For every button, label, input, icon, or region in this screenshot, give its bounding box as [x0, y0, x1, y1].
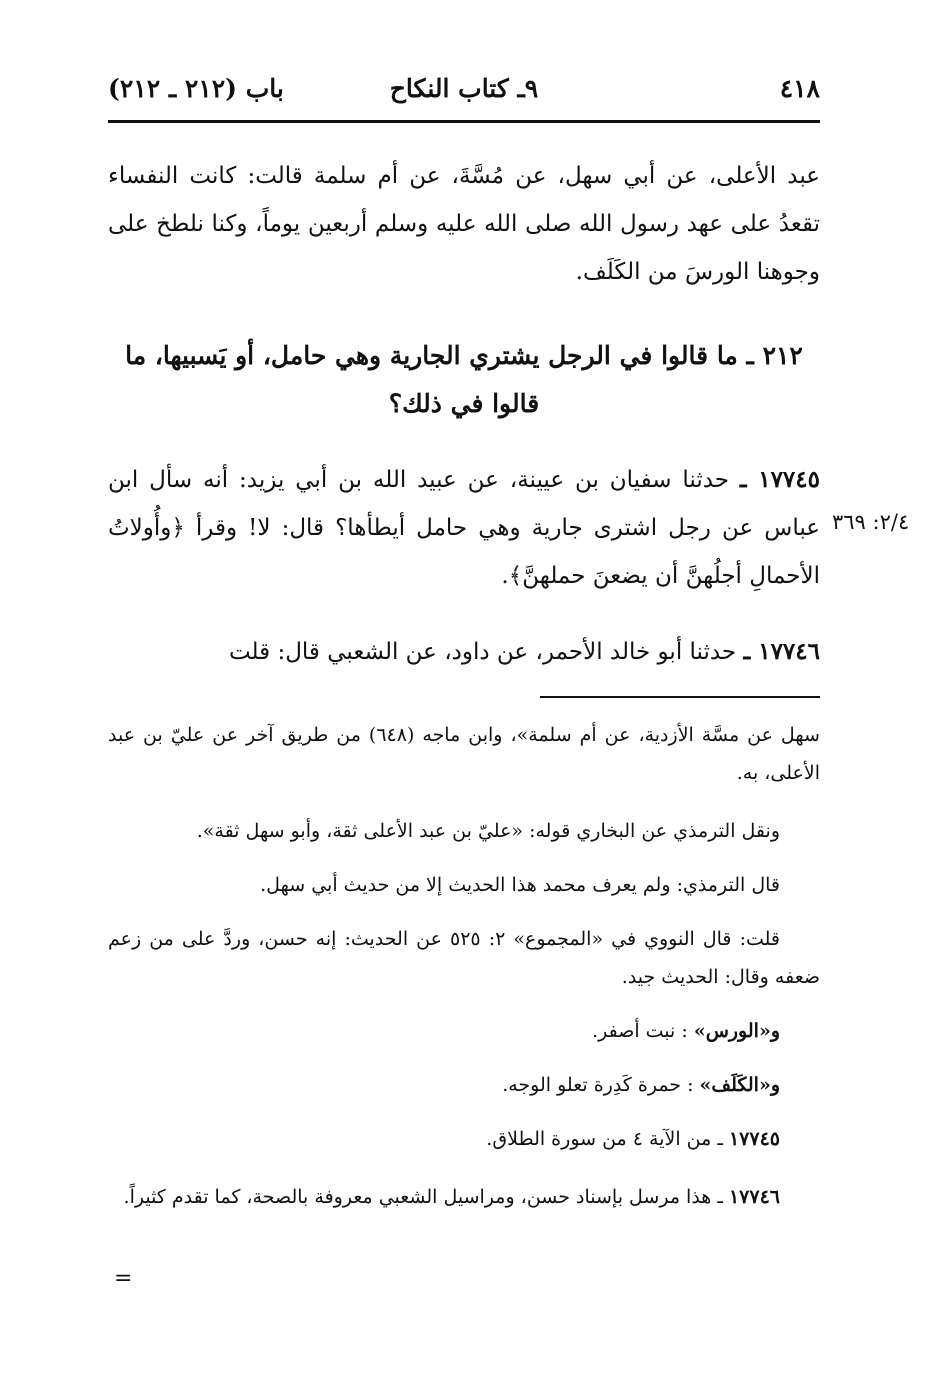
hadith-17746	[108, 628, 820, 676]
footnote-definition	[108, 1012, 820, 1050]
hadith-text: حدثنا أبو خالد الأحمر، عن داود، عن الشعبي قال: قلت	[228, 639, 744, 665]
hadith-17745	[108, 456, 820, 600]
footnote	[108, 1178, 820, 1216]
footnote-text: ـ من الآية ٤ من سورة الطلاق.	[486, 1128, 729, 1150]
footnote: قلت: قال النووي في «المجموع» ٢: ٥٢٥ عن الحديث: إنه حسن، وردَّ على من زعم ضعفه وقال: الحديث جيد.	[108, 928, 820, 988]
footnote-number: ١٧٧٤٦	[728, 1186, 780, 1208]
definition-term: و«الكَلَف»	[699, 1074, 780, 1096]
hadith-number: ١٧٧٤٦ ـ	[743, 638, 820, 665]
hadith-number: ١٧٧٤٥ ـ	[739, 466, 820, 493]
footnote	[108, 1120, 820, 1158]
book-title: ٩ـ كتاب النكاح	[389, 74, 539, 103]
margin-reference: ٢/٤: ٣٦٩	[832, 510, 910, 534]
footnote-definition	[108, 1066, 820, 1104]
running-header	[108, 70, 820, 114]
hadith-text: حدثنا سفيان بن عيينة، عن عبيد الله بن أبي يزيد: أنه سأل ابن عباس عن رجل اشترى جارية وهي حامل أيطأها؟ قال: لا! وقرأ ﴿وأُولاتُ الأحمالِ أجلُهنَّ أن يضعنَ حملهنَّ﴾.	[108, 467, 820, 589]
chapter-range: باب (٢١٢ ـ ٢١٢)	[108, 74, 284, 103]
continuation-mark: =	[114, 1266, 133, 1291]
page-number: ٤١٨	[779, 74, 820, 103]
footnote: ونقل الترمذي عن البخاري قوله: «عليّ بن عبد الأعلى ثقة، وأبو سهل ثقة».	[196, 820, 780, 842]
footnote-rule	[540, 696, 820, 698]
footnote-text: ـ هذا مرسل بإسناد حسن، ومراسيل الشعبي معروفة بالصحة، كما تقدم كثيراً.	[123, 1186, 729, 1208]
header-rule	[108, 120, 820, 123]
definition-text: : حمرة كَدِرة تعلو الوجه.	[502, 1074, 700, 1096]
definition-term: و«الورس»	[693, 1020, 780, 1042]
footnote: سهل عن مسَّة الأزدية، عن أم سلمة»، وابن ماجه (٦٤٨) من طريق آخر عن عليّ بن عبد الأعلى، به.	[108, 724, 820, 784]
definition-text: : نبت أصفر.	[592, 1020, 694, 1042]
chapter-heading: ٢١٢ ـ ما قالوا في الرجل يشتري الجارية وهي حامل، أو يَسبيها، ما قالوا في ذلك؟	[125, 341, 803, 418]
footnote: قال الترمذي: ولم يعرف محمد هذا الحديث إلا من حديث أبي سهل.	[260, 874, 780, 896]
footnote-number: ١٧٧٤٥	[728, 1128, 780, 1150]
intro-paragraph: عبد الأعلى، عن أبي سهل، عن مُسَّةَ، عن أم سلمة قالت: كانت النفساء تقعدُ على عهد رسول الله صلى الله عليه وسلم أربعين يوماً، وكنا نلطخ على وجوهنا الورسَ من الكَلَف.	[108, 163, 820, 285]
